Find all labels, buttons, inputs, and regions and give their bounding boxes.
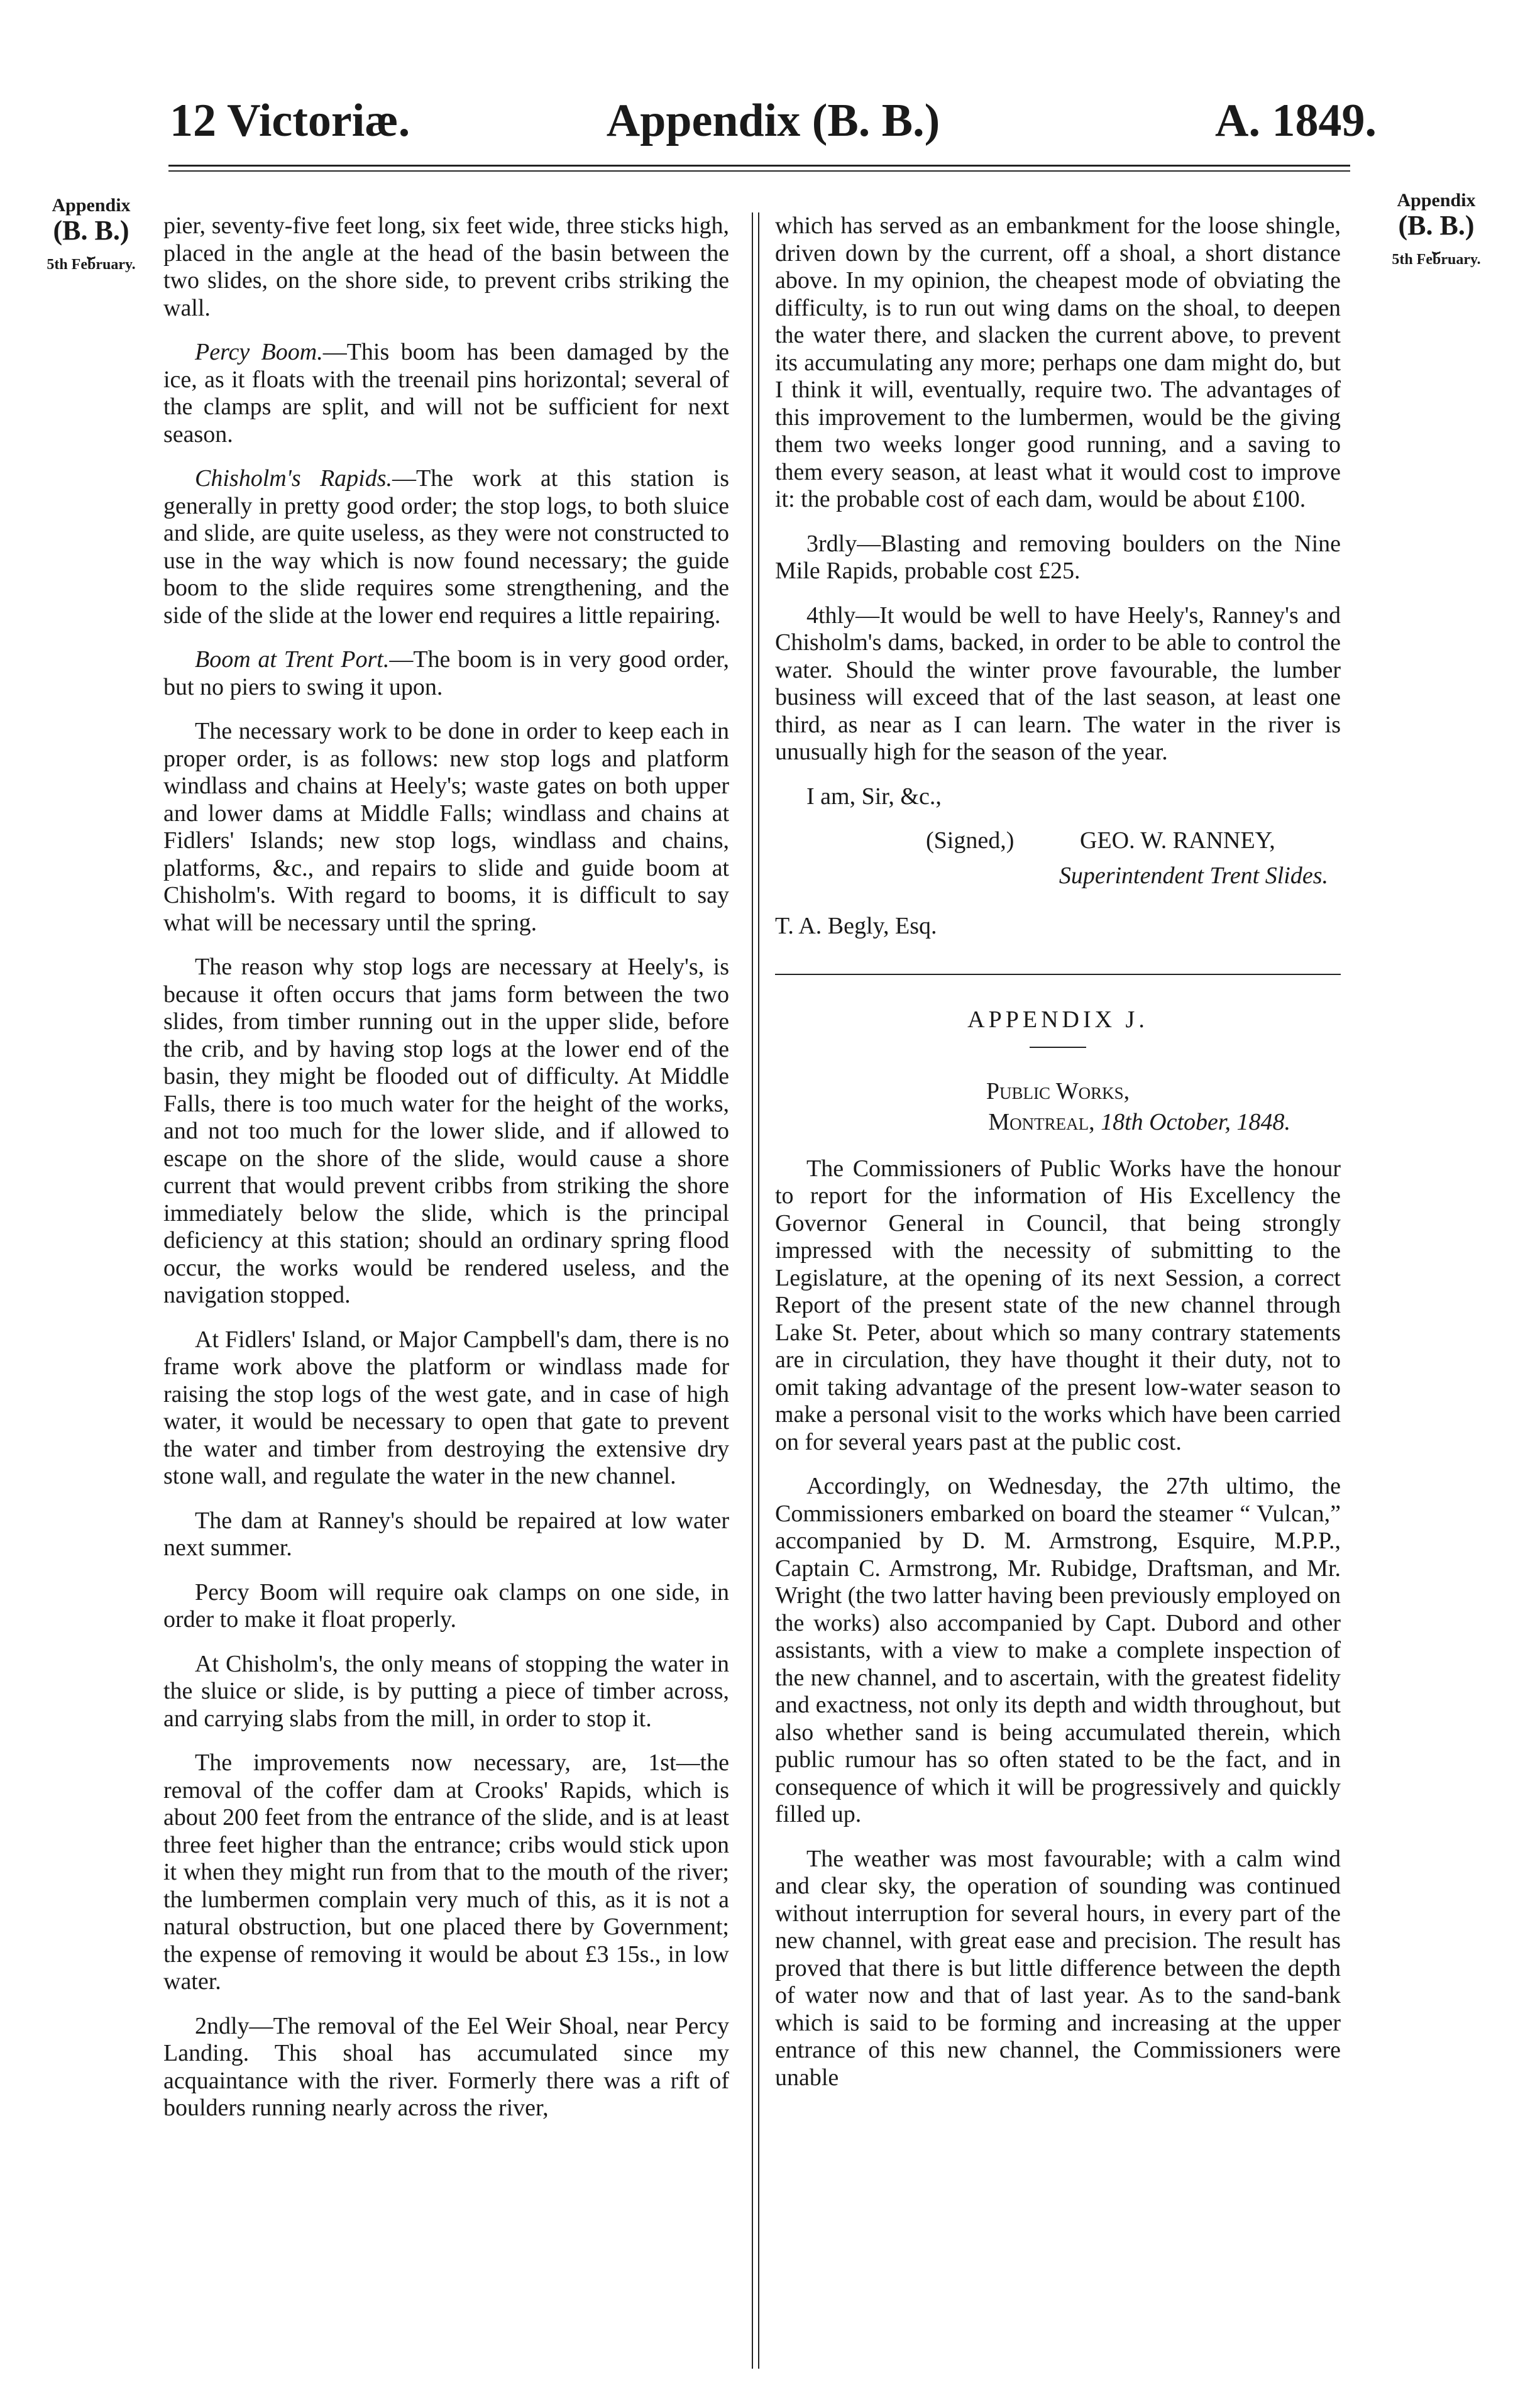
paragraph: Boom at Trent Port.—The boom is in very good order, but no piers to swing it upon. <box>163 646 730 700</box>
paragraph: The improvements now necessary, are, 1st—the removal of the coffer dam at Crooks' Rapids, which is about 200 feet from the entrance of the slide, and is at least three feet higher than the entrance; cribs would stick upon it when they might run from that to the mouth of the river; the lumbermen complain very much of this, as it is not a natural obstruction, but one placed there by Government; the expense of removing it would be about £3 15s., in low water. <box>163 1749 729 1995</box>
section-title: Boom at Trent Port. <box>195 646 390 673</box>
paragraph: At Chisholm's, the only means of stopping the water in the sluice or slide, is by putting a piece of timber across, and carrying slabs from the mill, in order to stop it. <box>163 1650 729 1732</box>
paragraph: pier, seventy-five feet long, six feet wide, three sticks high, placed in the angle at the head of the basin between the two slides, on the shore side, to prevent cribs striking the wall. <box>163 212 729 321</box>
paragraph: The weather was most favourable; with a calm wind and clear sky, the operation of sounding was continued without interruption for several hours, in every part of the new channel, with great ease and precision. The result has proved that there is but little difference between the depth of water now and that of last year. As to the sand-bank which is said to be forming and increasing at the upper entrance of this new channel, the Commissioners were unable <box>775 1845 1341 2091</box>
left-margin-note <box>31 195 151 273</box>
margin-date: 5th February. <box>47 256 136 273</box>
signatory-name: GEO. W. RANNEY, <box>1080 827 1275 854</box>
left-column <box>163 212 729 2139</box>
margin-appendix-label: Appendix <box>52 195 131 216</box>
paragraph: Percy Boom.—This boom has been damaged by the ice, as it floats with the treenail pins horizontal; several of the clamps are split, and will not be sufficient for next season. <box>163 339 729 448</box>
column-divider <box>752 212 753 2369</box>
section-title: Percy Boom. <box>195 339 323 365</box>
header-rule <box>168 165 1350 167</box>
margin-bb-label: (B. B.) <box>53 215 129 246</box>
paragraph: Percy Boom will require oak clamps on one side, in order to make it float properly. <box>163 1578 729 1633</box>
paragraph: The reason why stop logs are necessary at Heely's, is because it often occurs that jams form between the two slides, from timber running out in the upper slide, before the crib, and by having stop logs at the lower end of the basin, they might be flooded out of difficulty. At Middle Falls, there is too much water for the height of the works, and not too much for the lower slide, and if allowed to escape on the shore of the slide, would cause a shore current that would prevent cribbs from striking the shore immediately below the slide, which is the principal deficiency at this station; should an ordinary spring flood occur, the works would be rendered useless, and the navigation stopped. <box>163 954 729 1308</box>
section-rule <box>775 974 1341 975</box>
margin-date: 5th February. <box>1392 251 1481 268</box>
header-session: 12 Victoriæ. <box>170 95 410 146</box>
page-header <box>163 94 1383 157</box>
paragraph: 2ndly—The removal of the Eel Weir Shoal, near Percy Landing. This shoal has accumulated since my acquaintance with the river. Formerly there was a rift of boulders running nearly across the river, <box>163 2012 729 2121</box>
paragraph: Chisholm's Rapids.—The work at this station is generally in pretty good order; the stop logs, to both sluice and slide, are quite useless, as they were not constructed to use in the way which is now found necessary; the guide boom to the slide requires some strengthening, and the side of the slide at the lower end requires a little repairing. <box>163 465 729 629</box>
header-appendix: Appendix (B. B.) <box>606 95 940 146</box>
dateline: Montreal, 18th October, 1848. <box>988 1109 1290 1135</box>
paragraph: The Commissioners of Public Works have the honour to report for the information of His Excellency the Governor General in Council, that being strongly impressed with the necessity of submitting to the Legislature, at the opening of its next Session, a correct Report of the present state of the new channel through Lake St. Peter, about which so many contrary statements are in circulation, they have thought it their duty, not to omit taking advantage of the present low-water season to make a personal visit to the works which have been carried on for several years past at the public cost. <box>775 1155 1341 1455</box>
paragraph: The necessary work to be done in order to keep each in proper order, is as follows: new stop logs and platform windlass and chains at Heely's; waste gates on both upper and lower dams at Middle Falls; windlass and chains at Fidlers' Islands; new stop logs, windlass and chains, platforms, &c., and repairs to slide and guide boom at Chisholm's. With regard to booms, it is difficult to say what will be necessary until the spring. <box>163 718 729 936</box>
paragraph: 3rdly—Blasting and removing boulders on the Nine Mile Rapids, probable cost £25. <box>775 530 1341 584</box>
paragraph: The dam at Ranney's should be repaired at low water next summer. <box>163 1507 729 1561</box>
appendix-title: APPENDIX J. <box>967 1006 1148 1033</box>
right-margin-note <box>1377 190 1496 268</box>
margin-bb-label: (B. B.) <box>1398 210 1475 241</box>
public-works-heading: Public Works, <box>986 1077 1130 1105</box>
section-title: Chisholm's Rapids. <box>195 465 393 492</box>
margin-appendix-label: Appendix <box>1397 190 1476 211</box>
paragraph: 4thly—It would be well to have Heely's, Ranney's and Chisholm's dams, backed, in order to be able to control the water. Should the winter prove favourable, the lumber business will exceed that of the last season, at least one third, as near as I can learn. The water in the river is unusually high for the season of the year. <box>775 602 1341 765</box>
brace-icon: ⏟ <box>1432 238 1441 253</box>
paragraph: At Fidlers' Island, or Major Campbell's dam, there is no frame work above the platform or windlass made for raising the stop logs of the west gate, and in case of high water, it would be necessary to open that gate to prevent the water and timber from destroying the extensive dry stone wall, and regulate the water in the new channel. <box>163 1326 729 1489</box>
paragraph: which has served as an embankment for the loose shingle, driven down by the current, off a shoal, a short distance above. In my opinion, the cheapest mode of obviating the difficulty, is to run out wing dams on the shoal, to deepen the water there, and slacken the current above, to prevent its accumulating any more; perhaps one dam might do, but I think it will, eventually, require two. The advantages of this improvement to the lumbermen, would be the giving them two weeks longer good running, and a saving to them every season, at least what it would cost to improve it: the probable cost of each dam, would be about £100. <box>775 212 1341 512</box>
paragraph: Accordingly, on Wednesday, the 27th ultimo, the Commissioners embarked on board the steamer “ Vulcan,” accompanied by D. M. Armstrong, Esquire, M.P.P., Captain C. Armstrong, Mr. Rubidge, Draftsman, and Mr. Wright (the two latter having been previously employed on the works) also accompanied by Capt. Dubord and other assistants, with a view to make a complete inspection of the new channel, and to ascertain, with the greatest fidelity and exactness, not only its depth and width throughout, but also whether sand is being accumulated therein, which public rumour has so often stated to be the fact, and in consequence of which it will be progressively and quickly filled up. <box>775 1473 1341 1827</box>
header-year: A. 1849. <box>1215 95 1377 146</box>
short-rule <box>1030 1047 1086 1048</box>
signature-row <box>775 827 1341 859</box>
header-rule-thin <box>168 170 1350 172</box>
addressee: T. A. Begly, Esq. <box>775 912 937 939</box>
closing-line: I am, Sir, &c., <box>806 783 942 810</box>
brace-icon: ⏟ <box>87 243 96 258</box>
signed-label: (Signed,) <box>926 827 1015 854</box>
right-column <box>775 212 1341 2108</box>
column-divider <box>758 212 759 2369</box>
signatory-title: Superintendent Trent Slides. <box>1059 862 1328 889</box>
